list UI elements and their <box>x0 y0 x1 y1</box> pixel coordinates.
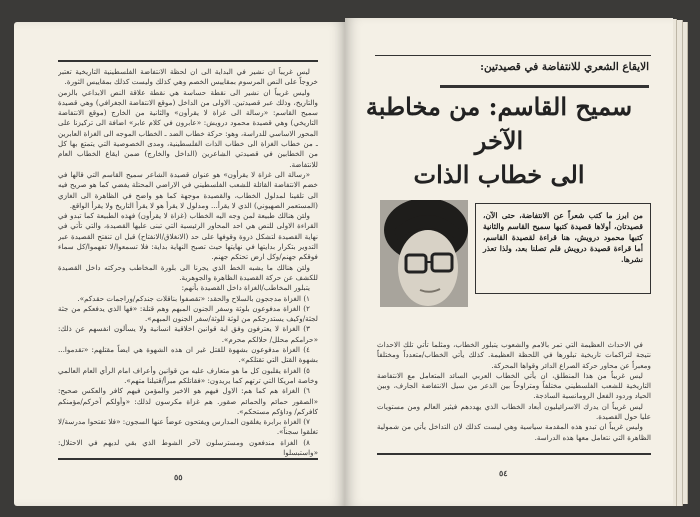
paragraph: ليس غريباً ان نشير في البداية الى ان لحظة الانتفاضة الفلسطينية التاريخية تعتبر خروجاً على النص المرسوم بمقاييس الخصم وهي كذلك وليست كذلك بمقاييس الثورة. <box>58 67 318 87</box>
intro-box: من ابرز ما كتب شعراً عن الانتفاضة، حتى الآن، قصيدتان، أولاها قصيدة كتبها سميح القاسم والثانية كتبها محمود درويش، هنا قراءة لقصيدة القاسم، أما قراءة قصيدة درويش فلم تصلنا بعد، ولذا تعذر نشرها. <box>475 203 651 294</box>
bottom-rule <box>377 453 651 455</box>
bottom-rule <box>58 458 318 460</box>
paragraph: في الاحداث العظيمة التي تمر بالامم والشعوب يتبلور الخطاب، ومثلما تأتي تلك الاحداث نتيجة لتراكمات تاريخية تبلورها في اللحظة العظيمة. كذلك يأتي الخطاب/متعدداً ومختلفاً ومعبراً عن محاور حركة الصراع الدائر وقواها المحركة. <box>377 340 651 370</box>
right-page <box>345 18 673 506</box>
list-item: ٧) الغزاة برابرة يغلقون المدارس ويفتحون عوضاً عنها السجون: «فلا تفتحوا مدرسة/لا تغلقوا سجناً». <box>58 417 318 437</box>
page-number: ٥٥ <box>174 472 183 482</box>
list-item: ٣) الغزاة لا يعترفون وفق اية قوانين اخلاقية انسانية ولا يسألون انفسهم عن ذلك: «حرامكم محلل/ حلالكم محرم». <box>58 324 318 344</box>
author-photo <box>380 200 468 307</box>
top-rule <box>375 55 651 56</box>
paragraph: ولئن هنالك ما يشبه الخط الذي يجرنا الى بلورة المخاطب وحركته داخل القصيدة للكشف عن حركة القصيدة الظاهرة والجوهرية. <box>58 262 318 282</box>
kicker-underline <box>440 85 649 88</box>
left-page <box>14 22 346 506</box>
paragraph: وليس غريباً ان نشير الى نقطة حساسة هي نقطة علاقة النص الابداعي بالزمن والتاريخ، وذلك عبر قصيدتين. الاولى من الداخل (موقع الانتفاضة الجغرافي) وهي قصيدة سميح القاسم: «رسالة الى غزاة لا يقرأون» والثانية من الخارج (موقع الانتفاضة التاريخي) وهي قصيدة محمود درويش: «عابرون في كلام عابر» اضافة الى تركيزنا على المحور الاساسي للدراسة، وهو: حركة خطاب الضد ـ الخطاب الموجه الى الغزاة العابرين ـ من خطاب الغزاة الى خطاب الذات الفلسطينية، ومدى الخصوصية التي يتمتع بها كل من الخطابين في قصيدتي الشاعرين (الداخل والخارج) ضمن ايقاع الخطاب العام للانتفاضة. <box>58 87 318 169</box>
list-item: ٤) الغزاة مدفوعون بشهوة للقتل غير ان هذه الشهوة هي ايضاً مقتلهم: «تقدموا... بشهوة القتل التي تقتلكم». <box>58 345 318 365</box>
left-body-text <box>58 67 318 457</box>
list-item: ٥) الغزاة يقلبون كل ما هو متعارف عليه من قوانين وأعراف امام الرأي العام العالمي وخاصة امريكا التي ترتهم كما يريدون: «فقاتلكم مبرأ/قتيلنا متهم». <box>58 365 318 385</box>
right-body-text <box>377 340 651 450</box>
list-item: ١) الغزاة مدججون بالسلاح والحقد: «تقصفوا بناقلات جندكم/وراجمات حقدكم». <box>77 293 310 303</box>
section-kicker: الايقاع الشعري للانتفاضة في قصيدتين: <box>480 61 649 73</box>
paragraph: يتبلور المخاطب/الغزاة داخل القصيدة بأنهم: <box>181 283 310 293</box>
paragraph: «رسالة الى غزاة لا يقرأون» هو عنوان قصيدة الشاعر سميح القاسم التي قالها في خضم الانتفاضة القائلة للشعب الفلسطيني في الاراضي المحتلة يفضي كما هو صريح فيه الى تلقينا لمدلول الخطاب، والقصيدة موجهة كما هو واضح في الظاهرة الى الغازي (المستعمر الصهيوني) الذي لا يقرأ... ومدلول لا يقرأ هو لا يقرأ التاريخ ولا يقرأ الواقع. <box>58 169 318 210</box>
paragraph: وليس غريباً ان تبدو هذه المقدمة سياسية وهي ليست كذلك لان التداخل يأتي من شمولية الظاهرة التي نتعامل معها هذه الدراسة. <box>377 422 651 442</box>
list-item: ٨) الغزاة مندفعون ومسترسلون لآخر الشوط الذي بقي لديهم في الاحتلال: «واستبسلوا <box>58 437 318 457</box>
paragraph: ليس غريباً من هذا المنطلق، ان يأتي الخطاب العربي السائد المتعامل مع الانتفاضة التاريخية للشعب الفلسطيني مختلفاً ومتراوحاً بين الذعر من سيل الانتفاضة الجارف، وبين الحياد وردود الفعل الرومانسية الساذجة. <box>377 370 651 401</box>
list-item: ٦) الغزاة هم كما هم: الاول فيهم هو الاخير والمؤمن فيهم كافر والعكس صحيح: «الصقور حمائم والحمائم صقور. هم غزاة مكرسون لذلك: «وأولكم آخركم/مؤمنكم كافركم/ وداؤكم مستحكم». <box>58 386 318 416</box>
paragraph: ليس غريباً ان يدرك الاسرائيليون أبعاد الخطاب الذي يهددهم فيثير العالم ومن مستويات عليا حول القصيدة. <box>377 401 651 422</box>
article-title <box>349 90 649 192</box>
title-line: سميح القاسم: من مخاطبة الآخر <box>365 92 633 155</box>
paragraph: ولئن هنالك طبيعة لمن وجه اليه الخطاب (غزاة لا يقرأون) فهذه الطبيعة كما تبدو في القراءة الاولى للنص هي احد المحاور الرئيسية التي تبنى عليها القصيدة، والتي تأتي في نهاية القصيدة لتشكل ذروة وقوفها على حد (الانغلاق/الانفتاح) قبل ان تنفتح القصيدة عبر التدوير بتكرار بدايتها في نهايتها حيث تصبح النهاية بداية: فلا تسمعوا/لا تفهموا/كل سماء فوقكم جهنم/وكل ارض تحتكم جهنم. <box>58 211 318 262</box>
page-number: ٥٤ <box>499 468 508 478</box>
list-item: ٢) الغزاة مدفوعون بلوثة وسفر الجنون المبهم وهم قتلة: «فها الذي يدفعكم من جثة لجثة/وكيف يستدرجكم من لوثة للوثة/سفر الجنون المبهم». <box>58 303 318 324</box>
top-rule <box>58 60 318 62</box>
title-line: الى خطاب الذات <box>413 160 585 189</box>
